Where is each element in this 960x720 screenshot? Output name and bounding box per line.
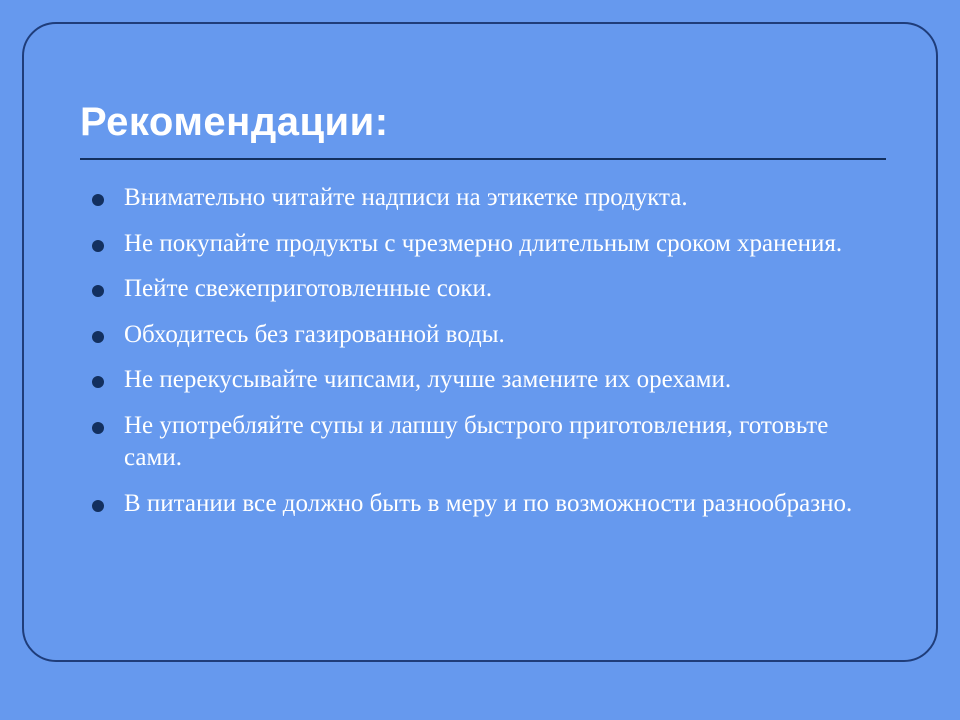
list-item-label: Пейте свежеприготовленные соки. (124, 275, 493, 302)
page-title: Рекомендации: (80, 100, 389, 144)
list-item-label: Не покупайте продукты с чрезмерно длительным сроком хранения. (124, 229, 843, 257)
bullet-dot-icon (92, 194, 104, 206)
bullet-dot-icon (92, 422, 104, 434)
list-item (80, 488, 880, 521)
list-item-label: Внимательно читайте надписи на этикетке продукта. (124, 184, 688, 211)
list-item (80, 364, 880, 397)
bullet-dot-icon (92, 331, 104, 343)
list-item (80, 319, 880, 352)
recommendations-list (80, 182, 880, 520)
list-item (80, 228, 880, 261)
slide-content (80, 100, 900, 533)
list-item-label: Не перекусывайте чипсами, лучше замените их орехами. (124, 366, 732, 393)
list-item (80, 182, 880, 215)
bullet-dot-icon (92, 240, 104, 252)
bullet-dot-icon (92, 376, 104, 388)
list-item (80, 410, 880, 475)
bullet-dot-icon (92, 285, 104, 297)
list-item-label: В питании все должно быть в меру и по возможности разнообразно. (124, 489, 853, 517)
title-divider (80, 158, 886, 160)
list-item-label: Не употребляйте супы и лапшу быстрого приготовления, готовьте сами. (124, 411, 829, 471)
list-item-label: Обходитесь без газированной воды. (124, 320, 505, 348)
list-item (80, 273, 880, 306)
bullet-dot-icon (92, 500, 104, 512)
